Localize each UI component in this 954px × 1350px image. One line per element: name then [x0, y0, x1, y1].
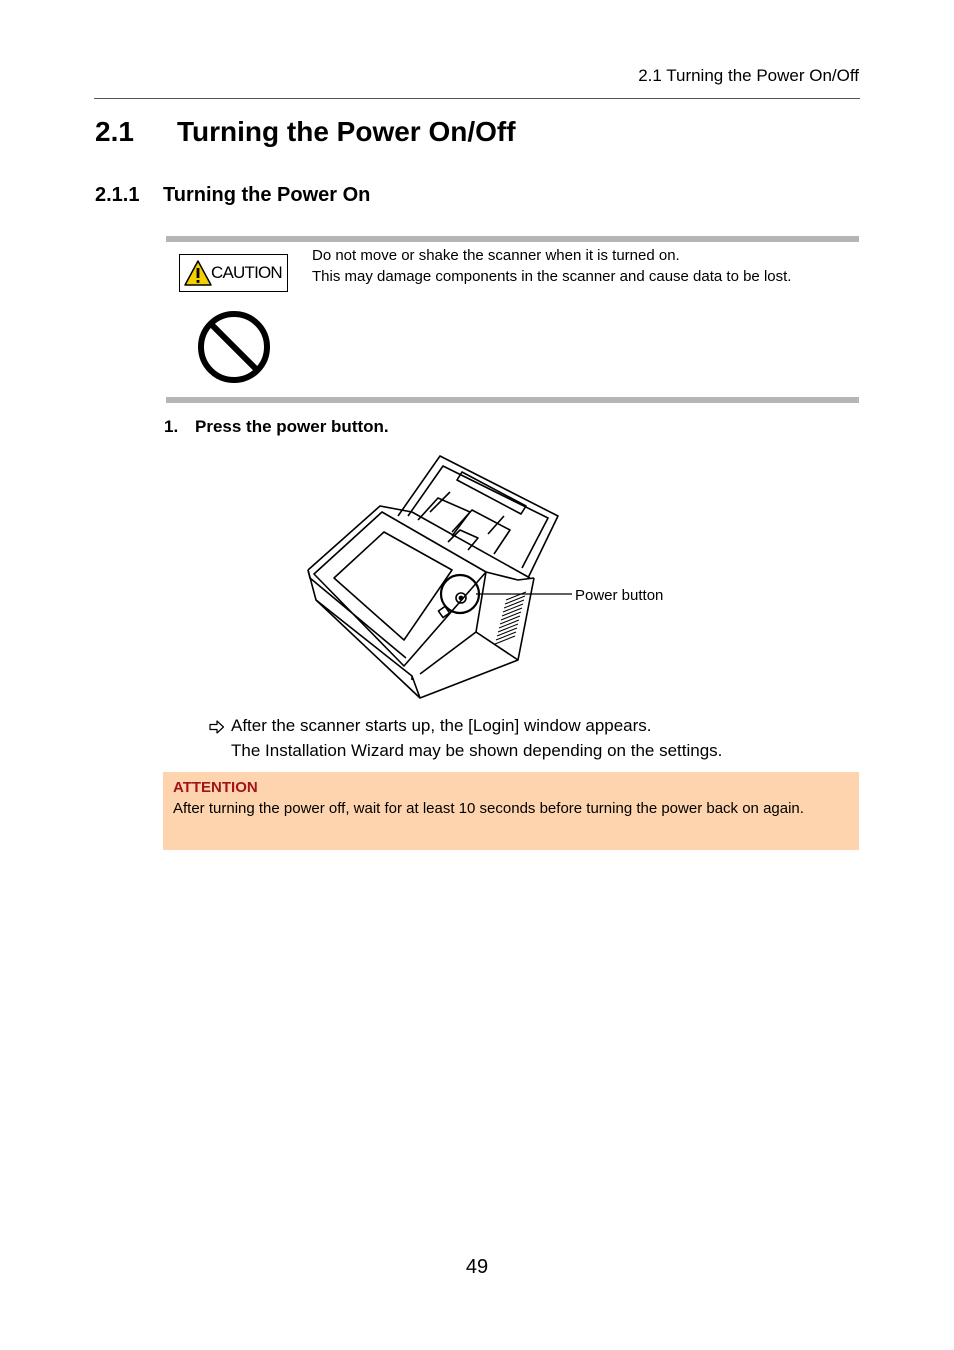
caution-line-2: This may damage components in the scanner and cause data to be lost. [312, 268, 792, 285]
prohibition-icon [196, 309, 272, 385]
subsection-heading [95, 184, 370, 207]
section-title: Turning the Power On/Off [177, 116, 516, 147]
section-number: 2.1 [95, 116, 134, 147]
attention-body: After turning the power off, wait for at least 10 seconds before turning the power back on again. [173, 800, 804, 817]
step-number: 1. [164, 417, 179, 436]
step-text: Press the power button. [195, 417, 389, 436]
power-button-callout: Power button [575, 587, 664, 604]
page-number: 49 [465, 1256, 489, 1278]
subsection-title: Turning the Power On [163, 184, 371, 206]
result-line-2: The Installation Wizard may be shown depending on the settings. [231, 741, 723, 760]
subsection-number: 2.1.1 [95, 184, 140, 206]
section-heading [95, 116, 516, 148]
attention-title: ATTENTION [173, 779, 258, 796]
attention-box [163, 772, 859, 850]
scanner-illustration [300, 450, 580, 705]
caution-badge [179, 254, 288, 292]
warning-triangle-icon [183, 259, 213, 287]
caution-label: CAUTION [211, 263, 282, 282]
caution-bottom-bar [166, 397, 859, 403]
caution-message [312, 245, 852, 287]
running-header: 2.1 Turning the Power On/Off [638, 66, 859, 85]
step-1 [164, 417, 389, 437]
caution-top-bar [166, 236, 859, 242]
caution-line-1: Do not move or shake the scanner when it is turned on. [312, 247, 680, 264]
result-arrow-icon [209, 720, 225, 734]
result-line-1: After the scanner starts up, the [Login] window appears. [231, 716, 652, 735]
header-divider [94, 98, 860, 99]
